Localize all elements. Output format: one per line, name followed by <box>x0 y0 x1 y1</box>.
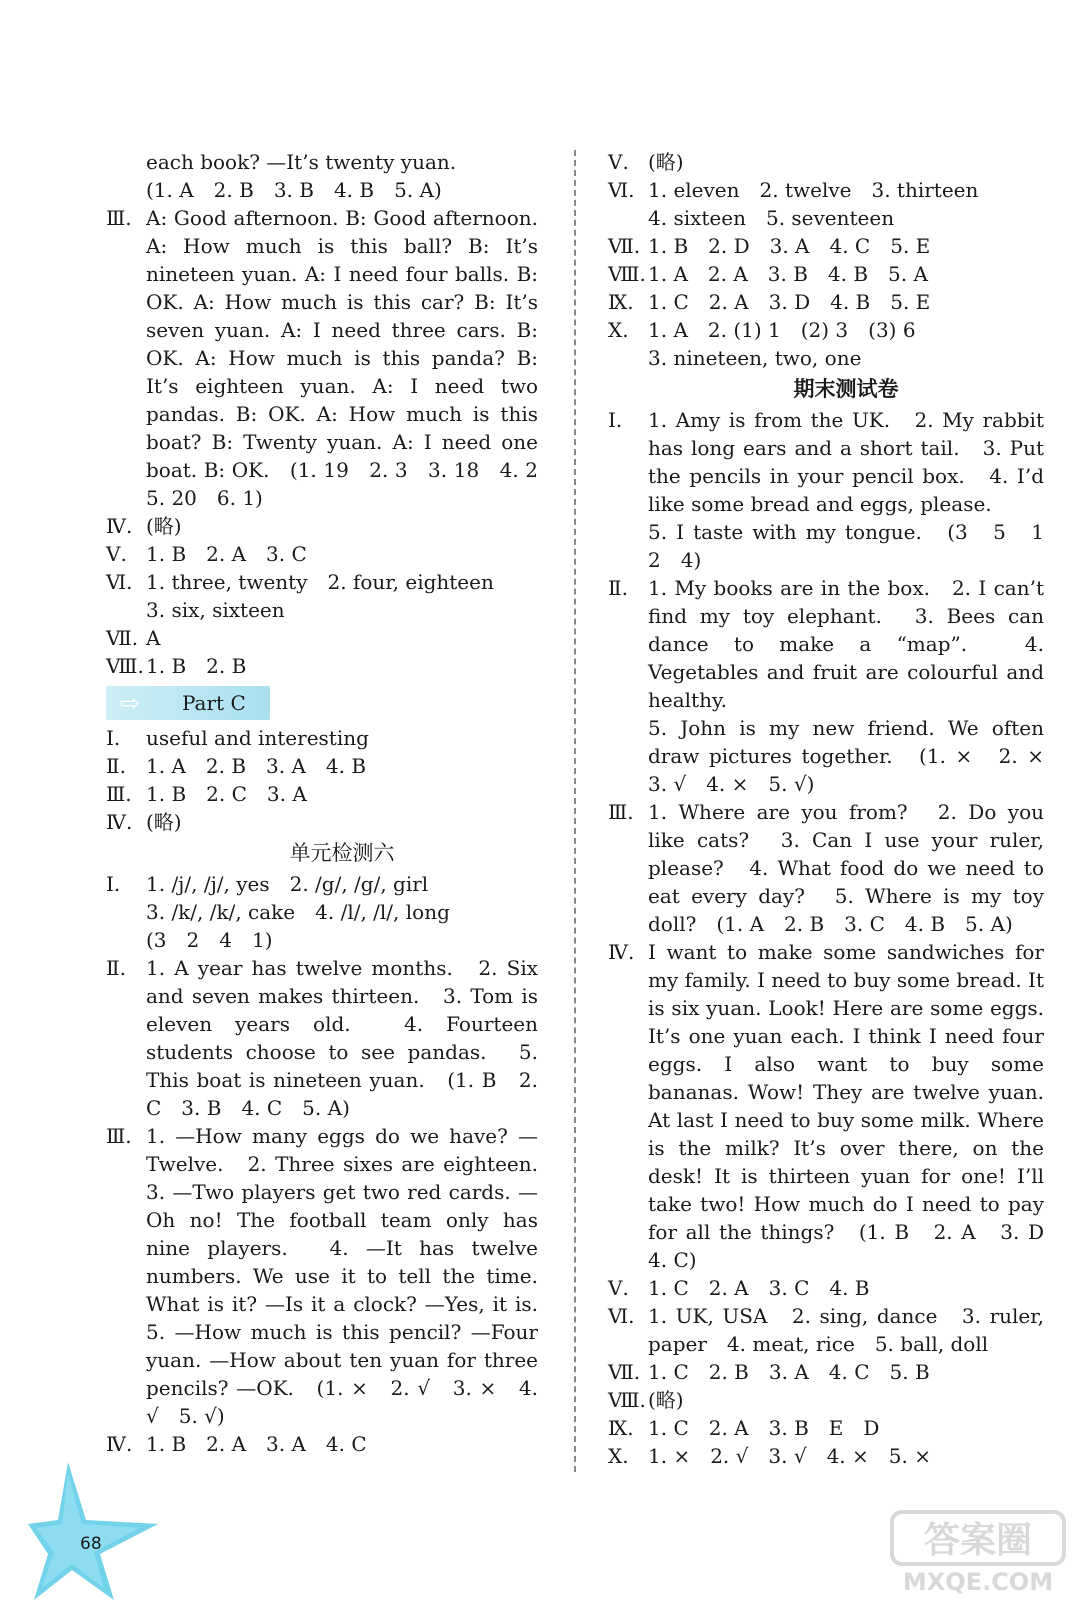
watermark-logo <box>888 1508 1068 1600</box>
answer-item <box>608 288 1044 316</box>
section-numeral: Ⅱ. <box>608 576 628 600</box>
answer-text: useful and interesting <box>146 726 369 750</box>
answer-text: 1. A year has twelve months. 2. Six and seven makes thirteen. 3. Tom is eleven years old. 4. Fourteen students choose to see pandas. 5. This boat is nineteen yuan. (1. B 2. C 3. B 4. C 5. A) <box>146 956 538 1120</box>
answer-item <box>106 752 538 780</box>
answer-text: 1. × 2. √ 3. √ 4. × 5. × <box>648 1444 931 1468</box>
answer-continuation: 3. nineteen, two, one <box>648 346 862 370</box>
answer-text: 1. Where are you from? 2. Do you like cats? 3. Can I use your ruler, please? 4. What food do we need to eat every day? 5. Where is my toy doll? (1. A 2. B 3. C 4. B 5. A) <box>648 800 1044 936</box>
answer-item <box>106 780 538 808</box>
section-heading: 期末测试卷 <box>793 376 899 401</box>
section-numeral: Ⅶ. <box>608 234 641 258</box>
section-heading: 单元检测六 <box>289 841 395 865</box>
section-numeral: Ⅳ. <box>106 810 133 834</box>
answer-text: 1. three, twenty 2. four, eighteen <box>146 570 494 594</box>
section-numeral: Ⅸ. <box>608 290 634 314</box>
answer-text: (略) <box>146 810 182 834</box>
section-numeral: Ⅹ. <box>608 318 629 342</box>
answer-text: (略) <box>146 514 182 538</box>
answer-item <box>106 1430 538 1458</box>
answer-text: 1. B 2. B <box>146 654 247 678</box>
section-numeral: Ⅲ. <box>106 782 132 806</box>
section-numeral: Ⅰ. <box>608 408 623 432</box>
section-numeral: Ⅷ. <box>608 1388 646 1412</box>
section-numeral: Ⅶ. <box>106 626 139 650</box>
answer-item <box>608 148 1044 176</box>
section-numeral: Ⅵ. <box>608 1304 635 1328</box>
answer-item <box>106 724 538 752</box>
section-numeral: Ⅷ. <box>106 654 144 678</box>
answer-continuation: 4. sixteen 5. seventeen <box>648 206 895 230</box>
answer-item <box>608 1386 1044 1414</box>
svg-text:答案圈: 答案圈 <box>923 1520 1033 1561</box>
answer-item <box>608 406 1044 518</box>
section-numeral: Ⅵ. <box>106 570 133 594</box>
answer-text: I want to make some sandwiches for my family. I need to buy some bread. It is six yuan. Look! Here are some eggs. It’s one yuan each. I think I need four eggs. I also want to buy some bananas. Wow! They are twelve yuan. At last I need to buy some milk. Where is the milk? It’s over there, on the desk! It is thirteen yuan for one! I’ll take two! How much do I need to pay for all the things? (1. B 2. A 3. D 4. C) <box>648 940 1064 1272</box>
part-label-text: Part C <box>182 691 246 715</box>
answer-item <box>608 1414 1044 1442</box>
section-numeral: Ⅰ. <box>106 726 121 750</box>
answer-text: 1. /j/, /j/, yes 2. /g/, /g/, girl <box>146 872 429 896</box>
answer-text: 1. Amy is from the UK. 2. My rabbit has long ears and a short tail. 3. Put the pencils in your pencil box. 4. I’d like some bread and eggs, please. <box>648 408 1044 516</box>
page-number: 68 <box>80 1534 102 1554</box>
answer-continuation: (3 2 4 1) <box>146 928 273 952</box>
starfish-icon <box>28 1462 198 1600</box>
section-numeral: Ⅹ. <box>608 1444 629 1468</box>
answer-item <box>608 176 1044 204</box>
answer-text: 1. B 2. D 3. A 4. C 5. E <box>648 234 931 258</box>
answer-text: 1. My books are in the box. 2. I can’t find my toy elephant. 3. Bees can dance to make a “map”. 4. Vegetables and fruit are colourful and healthy. <box>648 576 1044 712</box>
answer-item <box>608 798 1044 938</box>
answer-continuation: 5. John is my new friend. We often draw pictures together. (1. × 2. × 3. √ 4. × 5. √) <box>648 716 1064 796</box>
section-numeral: Ⅰ. <box>106 872 121 896</box>
answer-text: A <box>146 626 161 650</box>
section-numeral: Ⅴ. <box>608 150 629 174</box>
right-answer-column <box>608 148 1064 1470</box>
answer-item <box>608 260 1044 288</box>
answer-text: (略) <box>648 150 684 174</box>
answer-text: 1. eleven 2. twelve 3. thirteen <box>648 178 979 202</box>
answer-text: 1. A 2. A 3. B 4. B 5. A <box>648 262 928 286</box>
answer-item <box>106 512 538 540</box>
svg-text:MXQE.COM: MXQE.COM <box>902 1568 1054 1596</box>
section-numeral: Ⅱ. <box>106 956 126 980</box>
answer-item <box>608 1274 1044 1302</box>
answer-item <box>608 316 1044 344</box>
answer-text: 1. A 2. (1) 1 (2) 3 (3) 6 <box>648 318 916 342</box>
answer-item <box>608 938 1064 1274</box>
answer-text: 1. C 2. A 3. D 4. B 5. E <box>648 290 931 314</box>
answer-item <box>106 1122 558 1430</box>
answer-text: 1. B 2. A 3. A 4. C <box>146 1432 367 1456</box>
section-numeral: Ⅳ. <box>106 1432 133 1456</box>
answer-item <box>106 870 538 898</box>
section-numeral: Ⅳ. <box>608 940 635 964</box>
answer-continuation: 3. /k/, /k/, cake 4. /l/, /l/, long <box>146 900 450 924</box>
answer-item <box>106 808 538 836</box>
section-numeral: Ⅱ. <box>106 754 126 778</box>
column-divider <box>574 150 576 1472</box>
part-c-label <box>106 686 270 720</box>
arrow-icon: ⇨ <box>120 689 141 717</box>
answer-text: 1. UK, USA 2. sing, dance 3. ruler, paper 4. meat, rice 5. ball, doll <box>648 1304 1044 1356</box>
answer-item <box>106 540 538 568</box>
answer-continuation: 3. six, sixteen <box>146 598 285 622</box>
section-numeral: Ⅲ. <box>608 800 634 824</box>
section-numeral: Ⅶ. <box>608 1360 641 1384</box>
answer-text: 1. —How many eggs do we have? —Twelve. 2. Three sixes are eighteen. 3. —Two players get two red cards. —Oh no! The football team only has nine players. 4. —It has twelve numbers. We use it to tell the time. What is it? —Is it a clock? —Yes, it is. 5. —How much is this pencil? —Four yuan. —How about ten yuan for three pencils? —OK. (1. × 2. √ 3. × 4. √ 5. √) <box>146 1124 558 1428</box>
answer-continuation: each book? —It’s twenty yuan. <box>146 150 457 174</box>
answer-item <box>608 232 1044 260</box>
answer-item <box>608 574 1044 714</box>
section-numeral: Ⅲ. <box>106 1124 132 1148</box>
answer-item <box>608 1358 1044 1386</box>
answer-item <box>106 568 538 596</box>
section-numeral: Ⅴ. <box>608 1276 629 1300</box>
section-numeral: Ⅷ. <box>608 262 646 286</box>
section-numeral: Ⅳ. <box>106 514 133 538</box>
section-numeral: Ⅵ. <box>608 178 635 202</box>
answer-text: A: Good afternoon. B: Good afternoon. A: How much is this ball? B: It’s nineteen yuan. A: I need four balls. B: OK. A: How much is this car? B: It’s seven yuan. A: I need three cars. B: OK. A: How much is this panda? B: It’s eighteen yuan. A: I need two pandas. B: OK. A: How much is this boat? B: Twenty yuan. A: I need one boat. B: OK. (1. 19 2. 3 3. 18 4. 2 5. 20 6. 1) <box>146 206 558 510</box>
section-numeral: Ⅸ. <box>608 1416 634 1440</box>
answer-text: 1. C 2. A 3. C 4. B <box>648 1276 870 1300</box>
answer-continuation: (1. A 2. B 3. B 4. B 5. A) <box>146 178 442 202</box>
answer-item <box>106 624 538 652</box>
answer-text: (略) <box>648 1388 684 1412</box>
answer-text: 1. A 2. B 3. A 4. B <box>146 754 367 778</box>
answer-item <box>608 1302 1044 1358</box>
answer-text: 1. B 2. A 3. C <box>146 542 307 566</box>
answer-text: 1. B 2. C 3. A <box>146 782 307 806</box>
section-numeral: Ⅴ. <box>106 542 127 566</box>
answer-item <box>608 1442 1044 1470</box>
answer-item <box>106 204 558 512</box>
answer-continuation: 5. I taste with my tongue. (3 5 1 2 4) <box>648 520 1064 572</box>
answer-item <box>106 652 538 680</box>
answer-text: 1. C 2. A 3. B E D <box>648 1416 880 1440</box>
answer-text: 1. C 2. B 3. A 4. C 5. B <box>648 1360 930 1384</box>
answer-item <box>106 954 538 1122</box>
section-numeral: Ⅲ. <box>106 206 132 230</box>
left-answer-column <box>106 148 558 1458</box>
